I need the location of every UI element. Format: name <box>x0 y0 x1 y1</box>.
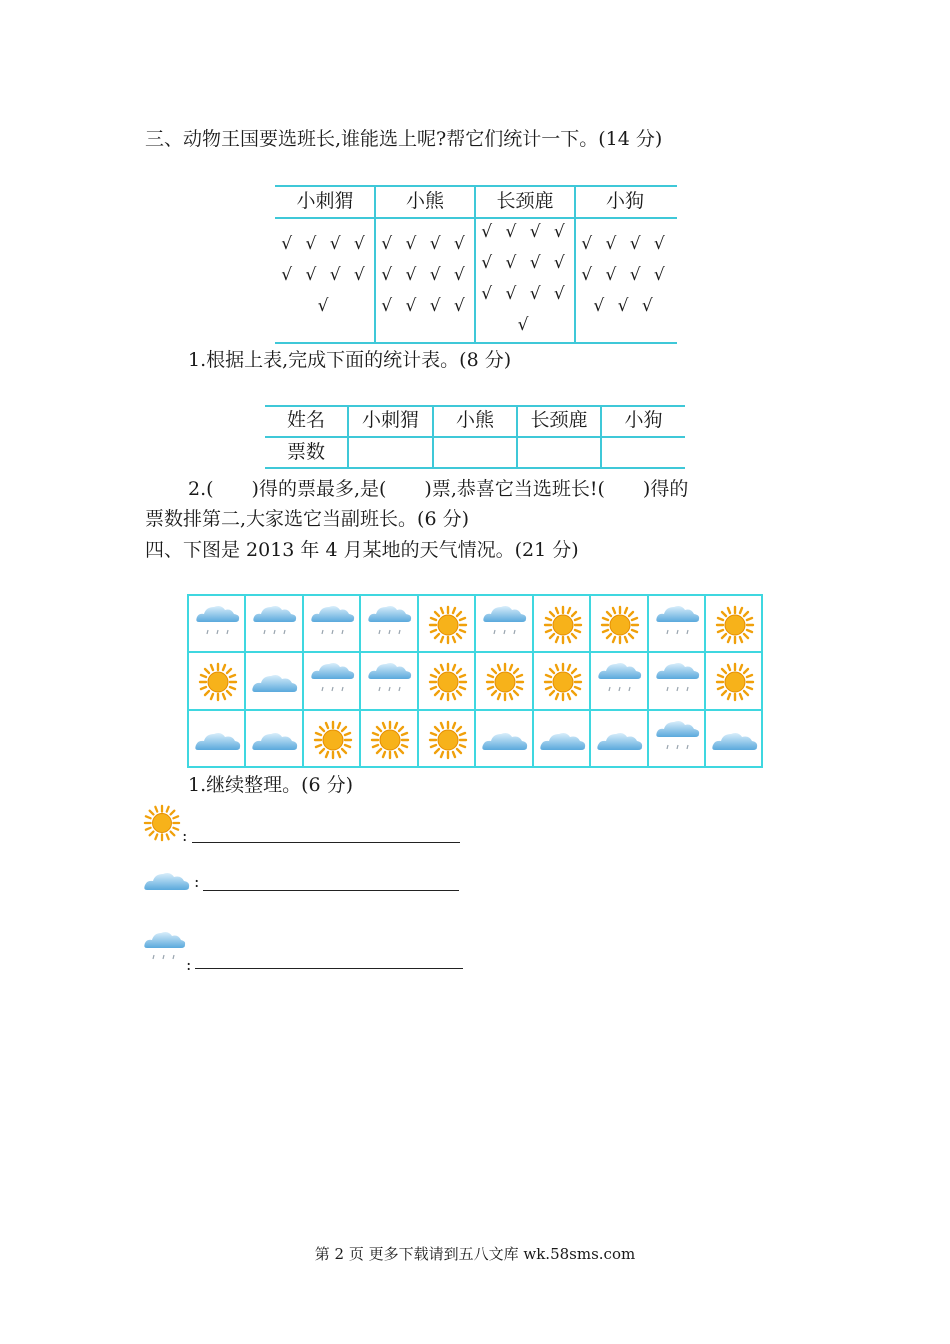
tick-row: √ √ √ √ <box>381 234 469 254</box>
stat-table <box>265 405 685 469</box>
cloud-icon <box>706 711 763 768</box>
sun-icon <box>534 596 591 653</box>
stat-votes-bear-blank[interactable] <box>434 437 516 468</box>
tick-row: √ <box>517 315 533 335</box>
cloud-icon <box>246 711 303 768</box>
vote-table <box>275 185 677 345</box>
sun-icon <box>534 653 591 710</box>
tick-row: √ √ √ √ <box>481 222 569 242</box>
cloud-icon <box>246 653 303 710</box>
stat-header-name: 姓名 <box>286 409 325 431</box>
question-4-1: 1.继续整理。(6 分) <box>188 774 354 796</box>
stat-header-hedgehog: 小刺猬 <box>361 409 419 431</box>
sun-icon <box>706 596 763 653</box>
vote-header-dog: 小狗 <box>605 190 644 212</box>
sun-icon <box>419 596 476 653</box>
rain-icon <box>246 596 303 653</box>
rain-icon <box>304 596 361 653</box>
question-3-2-line2: 票数排第二,大家选它当副班长。(6 分) <box>145 508 469 530</box>
sun-icon <box>304 711 361 768</box>
stat-row-votes-label: 票数 <box>286 441 325 463</box>
tick-row: √ √ √ √ <box>581 265 669 285</box>
page-footer: 第 2 页 更多下载请到五八文库 wk.58sms.com <box>314 1245 636 1263</box>
cloud-icon <box>591 711 648 768</box>
cloud-legend-icon <box>143 868 191 898</box>
stat-header-dog: 小狗 <box>624 409 663 431</box>
cloud-icon <box>476 711 533 768</box>
tick-row: √ √ √ √ <box>281 234 369 254</box>
cloud-colon: : <box>194 872 200 891</box>
sun-colon: : <box>182 826 188 845</box>
sun-icon <box>361 711 418 768</box>
section-3-title: 三、动物王国要选班长,谁能选上呢?帮它们统计一下。(14 分) <box>145 128 663 150</box>
rain-colon: : <box>186 955 192 974</box>
tick-row: √ √ √ √ <box>481 284 569 304</box>
rain-legend-icon <box>143 928 187 972</box>
rain-icon <box>476 596 533 653</box>
question-3-1: 1.根据上表,完成下面的统计表。(8 分) <box>188 349 512 371</box>
tick-row: √ √ √ √ <box>381 296 469 316</box>
rain-icon <box>189 596 246 653</box>
rain-icon <box>361 596 418 653</box>
tick-row: √ √ √ <box>593 296 657 316</box>
sun-icon <box>189 653 246 710</box>
vote-header-giraffe: 长颈鹿 <box>496 190 554 212</box>
sun-icon <box>476 653 533 710</box>
rain-icon <box>649 596 706 653</box>
vote-ticks-bear <box>375 229 475 322</box>
rain-icon <box>649 711 706 768</box>
sun-icon <box>419 711 476 768</box>
rain-answer-line[interactable] <box>195 968 463 969</box>
section-4-title: 四、下图是 2013 年 4 月某地的天气情况。(21 分) <box>145 539 579 561</box>
vote-header-hedgehog: 小刺猬 <box>296 190 354 212</box>
sun-icon <box>706 653 763 710</box>
vote-ticks-giraffe <box>475 217 575 341</box>
sun-icon <box>591 596 648 653</box>
tick-row: √ <box>317 296 333 316</box>
vote-header-bear: 小熊 <box>405 190 444 212</box>
sun-icon <box>419 653 476 710</box>
sun-answer-line[interactable] <box>192 842 460 843</box>
tick-row: √ √ √ √ <box>481 253 569 273</box>
tick-row: √ √ √ √ <box>581 234 669 254</box>
rain-icon <box>649 653 706 710</box>
rain-icon <box>591 653 648 710</box>
question-3-2-line1: 2.( )得的票最多,是( )票,恭喜它当选班长!( )得的 <box>188 478 689 500</box>
rain-icon <box>304 653 361 710</box>
stat-header-giraffe: 长颈鹿 <box>530 409 588 431</box>
cloud-answer-line[interactable] <box>203 890 459 891</box>
tick-row: √ √ √ √ <box>381 265 469 285</box>
tick-row: √ √ √ √ <box>281 265 369 285</box>
vote-ticks-hedgehog <box>275 229 375 322</box>
rain-icon <box>361 653 418 710</box>
stat-header-bear: 小熊 <box>455 409 494 431</box>
cloud-icon <box>189 711 246 768</box>
sun-legend-icon <box>143 804 181 846</box>
weather-grid <box>187 594 763 768</box>
stat-votes-dog-blank[interactable] <box>602 437 685 468</box>
stat-votes-giraffe-blank[interactable] <box>518 437 600 468</box>
vote-ticks-dog <box>575 229 675 322</box>
cloud-icon <box>534 711 591 768</box>
stat-votes-hedgehog-blank[interactable] <box>349 437 432 468</box>
